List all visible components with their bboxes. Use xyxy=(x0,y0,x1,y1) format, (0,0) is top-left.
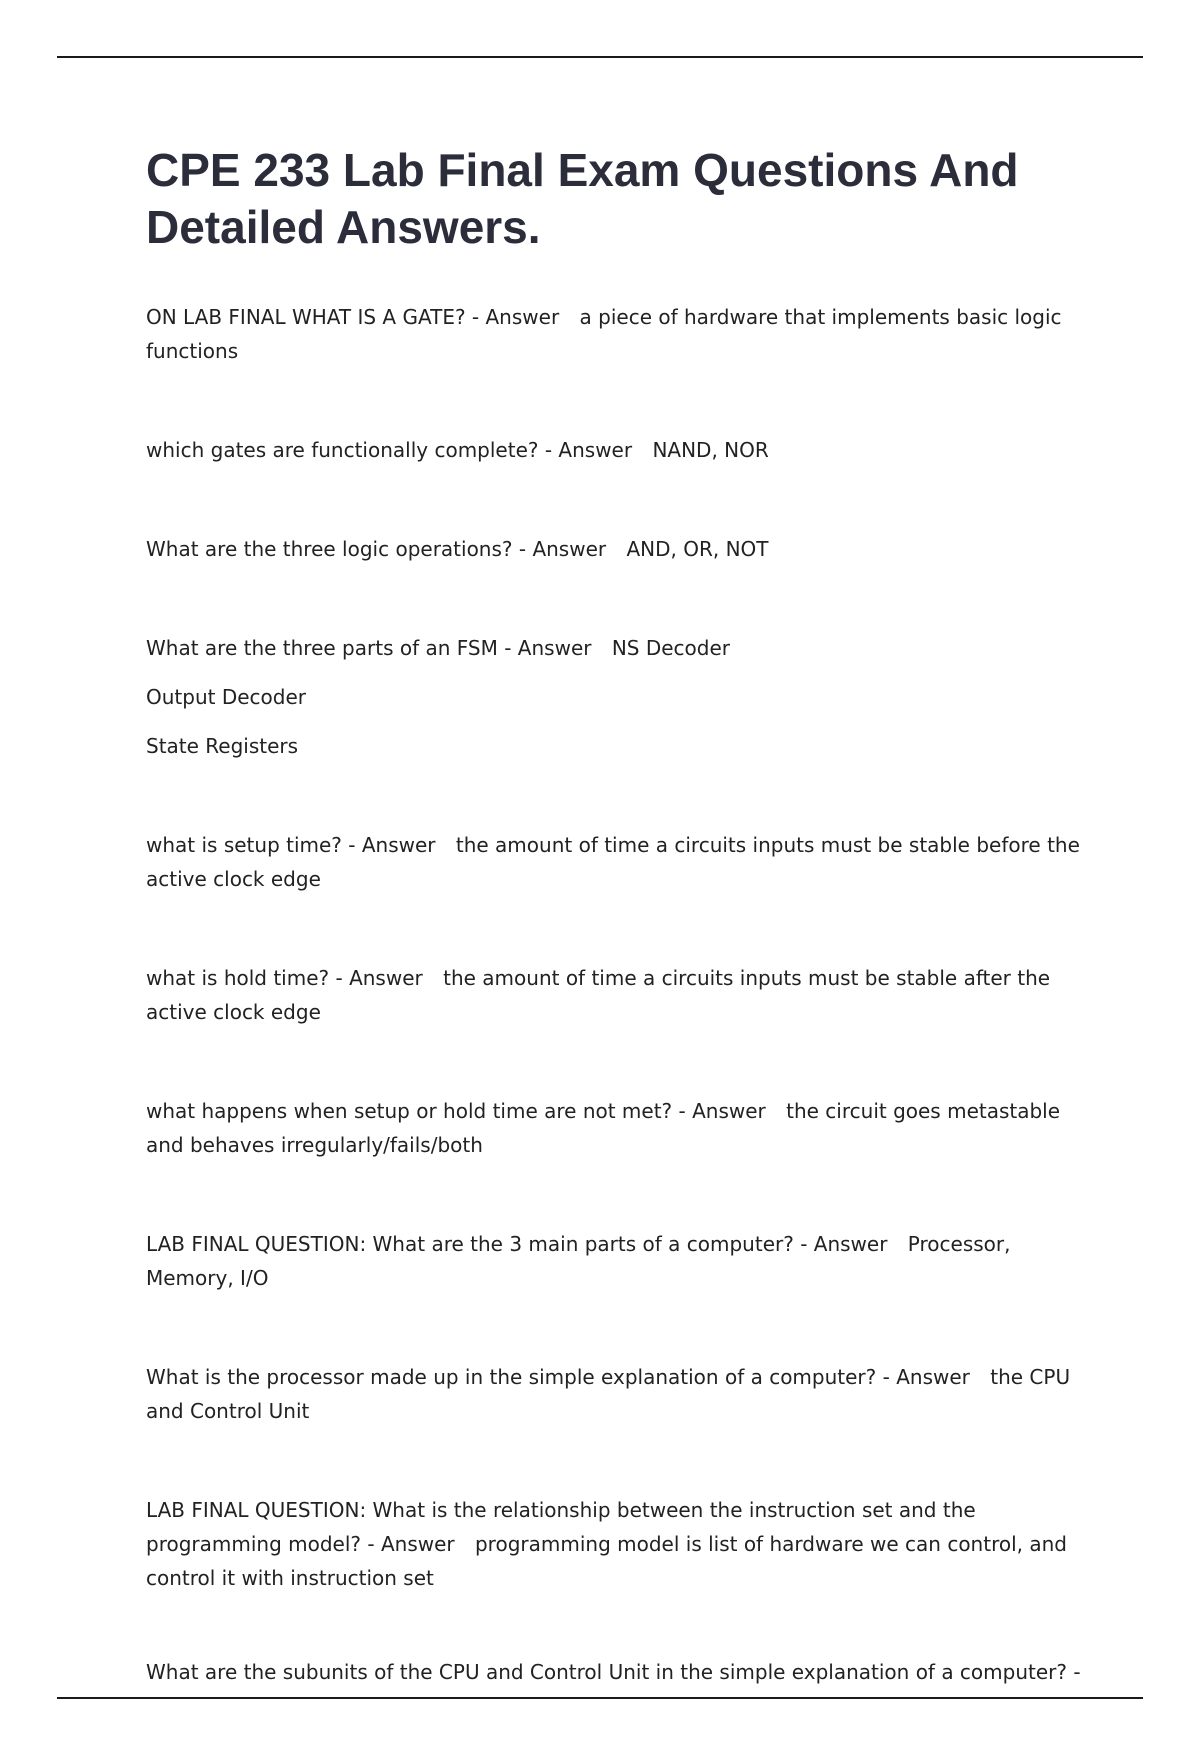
qa-question: ON LAB FINAL WHAT IS A GATE? - Answer xyxy=(146,305,560,329)
qa-question: what happens when setup or hold time are not met? - Answer xyxy=(146,1099,766,1123)
qa-answer: a piece of hardware that implements basic logic functions xyxy=(146,305,1062,363)
qa-answer: programming model is list of hardware we can control, and control it with instruction set xyxy=(146,1532,1067,1590)
qa-first-line xyxy=(146,1493,1096,1595)
document-body xyxy=(146,142,1096,1754)
qa-question: What are the three parts of an FSM - Answer xyxy=(146,636,592,660)
qa-first-line xyxy=(146,828,1096,896)
qa-item xyxy=(146,828,1096,896)
qa-first-line xyxy=(146,1360,1096,1428)
header-rule xyxy=(57,56,1143,58)
qa-list xyxy=(146,300,1096,1595)
qa-answer: Processor, Memory, I/O xyxy=(146,1232,1011,1290)
qa-answer: AND, OR, NOT xyxy=(626,537,769,561)
qa-item xyxy=(146,961,1096,1029)
qa-answer: NS Decoder xyxy=(611,636,731,660)
qa-question: What are the subunits of the CPU and Control Unit in the simple explanation of a computer? - xyxy=(146,1660,1081,1684)
qa-first-line xyxy=(146,300,1096,368)
qa-answer: the CPU and Control Unit xyxy=(146,1365,1071,1423)
qa-first-line xyxy=(146,532,1096,566)
qa-item xyxy=(146,1227,1096,1295)
qa-item-cut-off xyxy=(146,1655,1096,1689)
qa-answer: the circuit goes metastable and behaves irregularly/fails/both xyxy=(146,1099,1061,1157)
qa-question: which gates are functionally complete? - Answer xyxy=(146,438,633,462)
document-title: CPE 233 Lab Final Exam Questions And Detailed Answers. xyxy=(146,144,1019,253)
qa-answer-line: State Registers xyxy=(146,734,299,758)
qa-item xyxy=(146,433,1096,467)
qa-item xyxy=(146,1360,1096,1428)
qa-question: what is setup time? - Answer xyxy=(146,833,436,857)
qa-question: LAB FINAL QUESTION: What is the relationship between the instruction set and the programming model? - Answer xyxy=(146,1498,976,1556)
qa-question: what is hold time? - Answer xyxy=(146,966,423,990)
qa-question: LAB FINAL QUESTION: What are the 3 main parts of a computer? - Answer xyxy=(146,1232,888,1256)
qa-item xyxy=(146,1094,1096,1162)
qa-item xyxy=(146,631,1096,763)
qa-answer: the amount of time a circuits inputs must be stable after the active clock edge xyxy=(146,966,1051,1024)
qa-item xyxy=(146,1493,1096,1595)
qa-question: What is the processor made up in the simple explanation of a computer? - Answer xyxy=(146,1365,970,1389)
qa-answer-line: Output Decoder xyxy=(146,685,306,709)
qa-answer: the amount of time a circuits inputs must be stable before the active clock edge xyxy=(146,833,1080,891)
footer-rule xyxy=(57,1697,1143,1699)
qa-question: What are the three logic operations? - Answer xyxy=(146,537,607,561)
qa-item xyxy=(146,532,1096,566)
qa-answer: NAND, NOR xyxy=(652,438,769,462)
qa-first-line xyxy=(146,1094,1096,1162)
qa-item xyxy=(146,300,1096,368)
qa-first-line xyxy=(146,1227,1096,1295)
qa-first-line xyxy=(146,961,1096,1029)
qa-first-line xyxy=(146,631,1096,665)
qa-first-line xyxy=(146,433,1096,467)
